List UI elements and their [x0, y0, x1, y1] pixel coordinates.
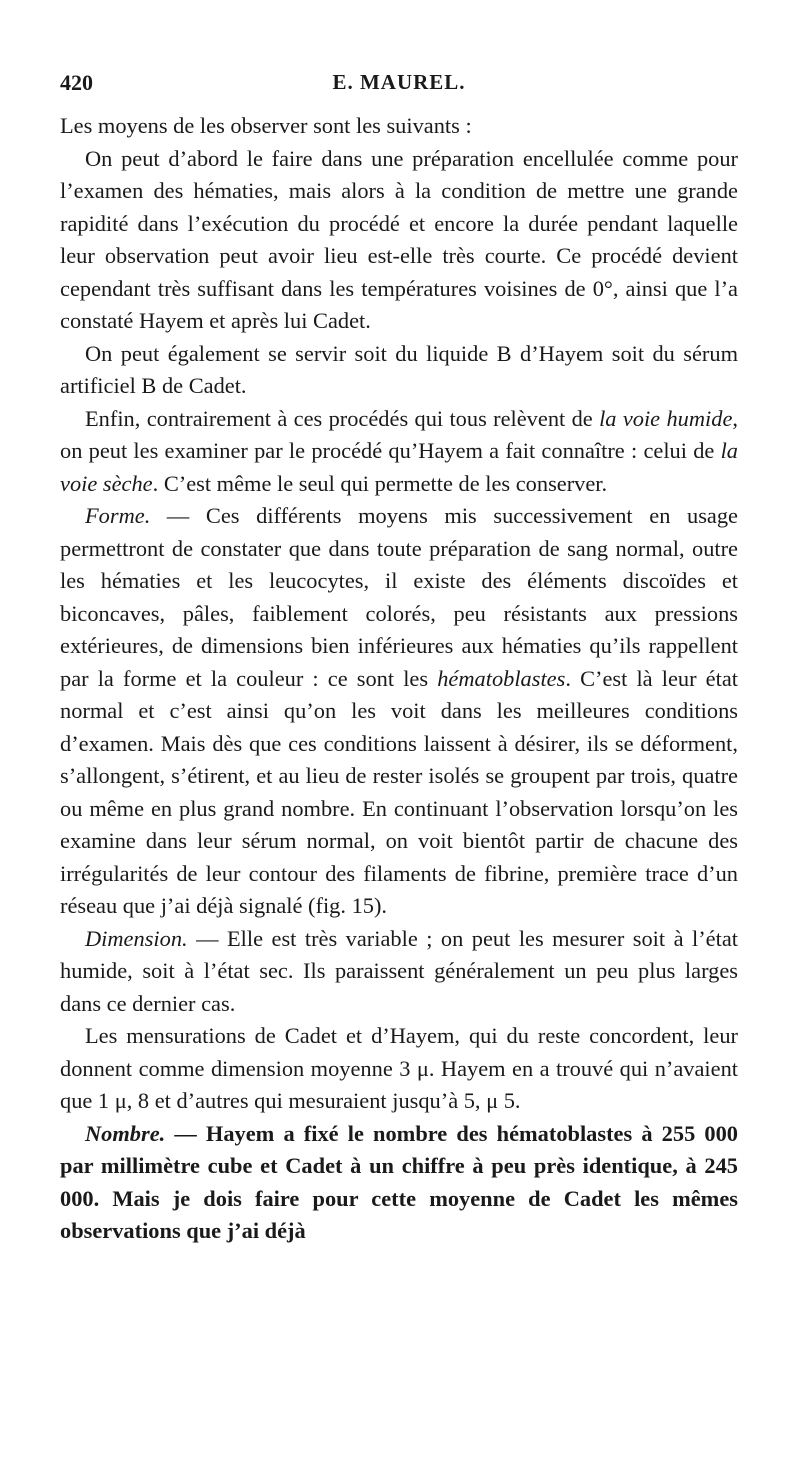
- section-lead-dimension: Dimension.: [85, 925, 188, 951]
- section-lead-forme: Forme.: [85, 503, 151, 528]
- paragraph-cell-preparation: On peut d’abord le faire dans une préparation encellulée comme pour l’examen des hématies, mais alors à la condition de mettre une grande rapidité dans l’exécution du procédé et encore la durée pendant laquelle leur observation peut avoir lieu est-elle très courte. Ce procédé devient cependant très suffisant dans les températures voisines de 0°, ainsi que l’a constaté Hayem et après lui Cadet.: [60, 145, 738, 333]
- text-run: — Elle est très variable ; on peut les mesurer soit à l’état humide, soit à l’état sec. Ils paraissent généralement un peu plus larges dans ce dernier cas.: [60, 925, 738, 1016]
- emphasis-dry-method: la voie sèche: [60, 438, 738, 496]
- paragraph-intro: Les moyens de les observer sont les suivants :: [60, 113, 472, 138]
- paragraph-dimension: [60, 923, 738, 1021]
- paragraph-measurements: Les mensurations de Cadet et d’Hayem, qui du reste concordent, leur donnent comme dimension moyenne 3 μ. Hayem en a trouvé qui n’avaient que 1 μ, 8 et d’autres qui mesuraient jusqu’à 5, μ 5.: [60, 1023, 738, 1113]
- text-run: — Hayem a fixé le nombre des hématoblastes à 255 000 par millimètre cube et Cadet à un chiffre à peu près identique, à 245 000. Mais je dois faire pour cette moyenne de Cadet les mêmes observations que j’ai déjà: [60, 1120, 738, 1243]
- emphasis-wet-method: la voie humide: [599, 405, 733, 431]
- text-run: Enfin, contrairement à ces procédés qui tous relèvent de: [85, 405, 600, 431]
- page-number: 420: [60, 70, 93, 95]
- paragraph-forme: [60, 500, 738, 923]
- text-run: — Ces différents moyens mis successivement en usage permettront de constater que dans toute préparation de sang normal, outre les hématies et les leucocytes, il existe des éléments discoïdes et biconcaves, pâles, faiblement colorés, peu résistants aux pressions extérieures, de dimensions bien inférieures aux hématies qu’ils rappellent par la forme et la couleur : ce sont les: [60, 503, 738, 691]
- paragraph-nombre: [60, 1118, 738, 1248]
- section-lead-nombre: Nombre.: [85, 1120, 166, 1146]
- paragraph-liquid: On peut également se servir soit du liquide B d’Hayem soit du sérum artificiel B de Cadet.: [60, 340, 738, 398]
- text-run: . C’est même le seul qui permette de les conserver.: [152, 470, 608, 496]
- text-run: , on peut les examiner par le procédé qu’Hayem a fait connaître : celui de: [60, 405, 738, 463]
- running-head: E. MAUREL.: [332, 70, 466, 94]
- text-run: . C’est là leur état normal et c’est ainsi qu’on les voit dans les meilleures conditions d’examen. Mais dès que ces conditions laissent à désirer, ils se déforment, s’allongent, s’étirent, et au lieu de rester isolés se groupent par trois, quatre ou même en plus grand nombre. En continuant l’observation lorsqu’on les examine dans leur sérum normal, on voit bientôt partir de chacune des irrégularités de leur contour des filaments de fibrine, première trace d’un réseau que j’ai déjà signalé (fig. 15).: [60, 665, 738, 918]
- paragraph-dry-method: [60, 403, 738, 501]
- emphasis-hematoblastes: hématoblastes: [437, 665, 566, 691]
- page-header: [60, 70, 738, 100]
- body-text: [60, 110, 738, 1248]
